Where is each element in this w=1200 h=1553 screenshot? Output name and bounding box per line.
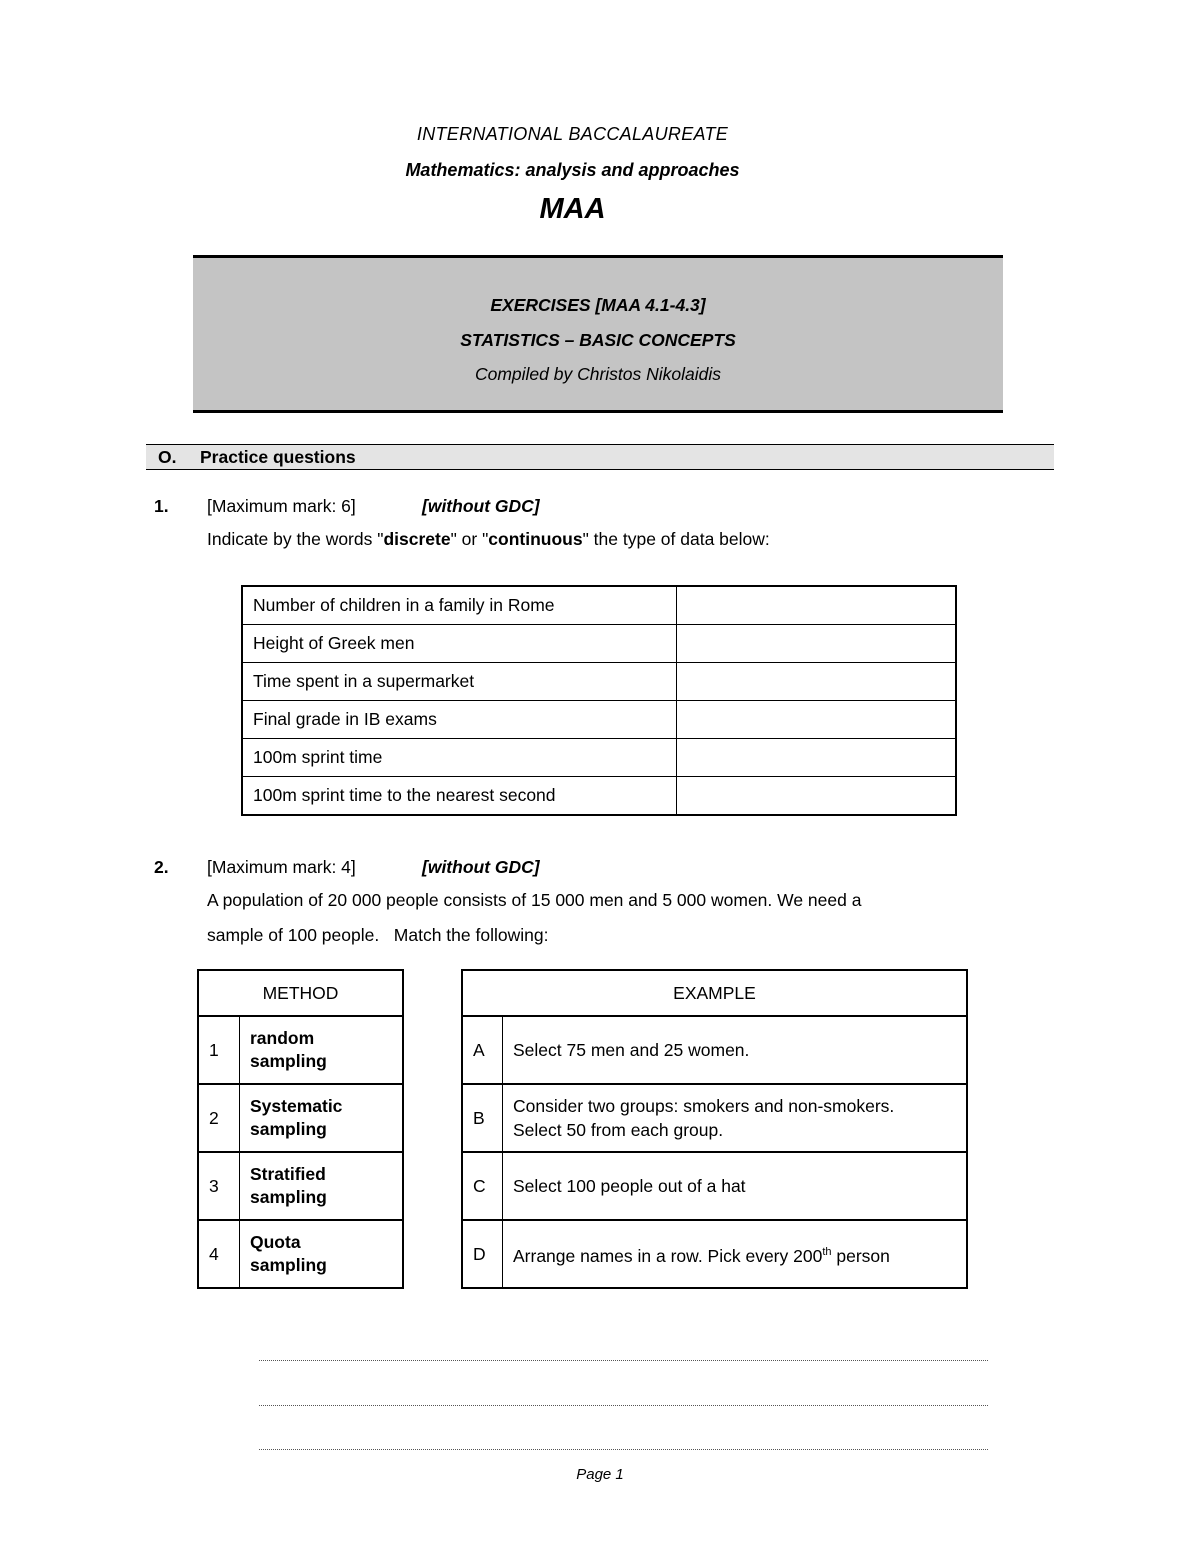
question-1-prompt bbox=[207, 522, 770, 557]
question-2-gdc: [without GDC] bbox=[422, 857, 540, 877]
table-header-row bbox=[462, 970, 967, 1016]
question-1-gdc: [without GDC] bbox=[422, 496, 540, 516]
method-name-line: sampling bbox=[250, 1255, 327, 1275]
keyword-discrete: discrete bbox=[383, 529, 451, 549]
prompt-text: " or " bbox=[450, 529, 489, 549]
question-1-marks: [Maximum mark: 6] bbox=[207, 496, 356, 516]
example-table bbox=[461, 969, 968, 1289]
example-text bbox=[503, 1220, 968, 1288]
answer-line-2[interactable] bbox=[259, 1405, 988, 1406]
answer-cell[interactable] bbox=[677, 663, 957, 701]
section-number: O. bbox=[158, 447, 177, 467]
example-line: Arrange names in a row. Pick every 200 bbox=[513, 1245, 823, 1266]
prompt-text: Indicate by the words " bbox=[207, 529, 384, 549]
method-table bbox=[197, 969, 404, 1289]
course-code: MAA bbox=[539, 193, 606, 225]
example-letter: C bbox=[462, 1152, 503, 1220]
row-label: Height of Greek men bbox=[242, 625, 677, 663]
row-label: Time spent in a supermarket bbox=[242, 663, 677, 701]
table-row bbox=[242, 777, 956, 816]
table-row bbox=[198, 1016, 403, 1084]
example-line: Select 50 from each group. bbox=[513, 1120, 724, 1140]
method-number: 1 bbox=[198, 1016, 240, 1084]
row-label: Final grade in IB exams bbox=[242, 701, 677, 739]
method-name bbox=[240, 1152, 404, 1220]
answer-cell[interactable] bbox=[677, 625, 957, 663]
method-number: 2 bbox=[198, 1084, 240, 1152]
row-label: 100m sprint time bbox=[242, 739, 677, 777]
method-name-line: Systematic bbox=[250, 1096, 343, 1116]
example-letter: B bbox=[462, 1084, 503, 1152]
row-label: 100m sprint time to the nearest second bbox=[242, 777, 677, 816]
topic-title: STATISTICS – BASIC CONCEPTS bbox=[460, 330, 736, 350]
table-row bbox=[198, 1152, 403, 1220]
data-type-table bbox=[241, 585, 957, 816]
example-line: Consider two groups: smokers and non-smokers. bbox=[513, 1096, 895, 1116]
answer-cell[interactable] bbox=[677, 586, 957, 625]
table-row bbox=[462, 1152, 967, 1220]
method-name bbox=[240, 1016, 404, 1084]
example-line: Select 75 men and 25 women. bbox=[513, 1040, 750, 1060]
question-2-prompt-line-2: sample of 100 people. Match the following: bbox=[207, 925, 549, 945]
institution-heading: INTERNATIONAL BACCALAUREATE bbox=[416, 124, 729, 144]
example-line-end: person bbox=[831, 1245, 890, 1266]
example-text bbox=[503, 1152, 968, 1220]
table-row bbox=[462, 1084, 967, 1152]
title-box bbox=[193, 255, 1003, 413]
exercise-title: EXERCISES [MAA 4.1-4.3] bbox=[490, 295, 706, 315]
question-2-marks: [Maximum mark: 4] bbox=[207, 857, 356, 877]
table-row bbox=[242, 586, 956, 625]
method-name-line: Quota bbox=[250, 1232, 301, 1252]
question-2-number: 2. bbox=[154, 857, 169, 877]
table-row bbox=[462, 1016, 967, 1084]
page-number: Page 1 bbox=[576, 1466, 624, 1483]
answer-cell[interactable] bbox=[677, 701, 957, 739]
method-name-line: random bbox=[250, 1028, 315, 1048]
question-2-prompt-line-1: A population of 20 000 people consists of 15 000 men and 5 000 women. We need a bbox=[207, 890, 862, 910]
example-text bbox=[503, 1084, 968, 1152]
method-name-line: sampling bbox=[250, 1119, 327, 1139]
example-letter: D bbox=[462, 1220, 503, 1288]
table-row bbox=[242, 625, 956, 663]
method-number: 4 bbox=[198, 1220, 240, 1288]
ordinal-superscript: th bbox=[822, 1246, 832, 1259]
author-line: Compiled by Christos Nikolaidis bbox=[474, 364, 722, 384]
method-name bbox=[240, 1084, 404, 1152]
method-number: 3 bbox=[198, 1152, 240, 1220]
table-row bbox=[198, 1220, 403, 1288]
course-heading: Mathematics: analysis and approaches bbox=[405, 160, 740, 180]
method-name-line: sampling bbox=[250, 1187, 327, 1207]
keyword-continuous: continuous bbox=[488, 529, 583, 549]
answer-cell[interactable] bbox=[677, 777, 957, 816]
row-label: Number of children in a family in Rome bbox=[242, 586, 677, 625]
example-letter: A bbox=[462, 1016, 503, 1084]
method-header: METHOD bbox=[198, 970, 403, 1016]
table-row bbox=[242, 739, 956, 777]
table-row bbox=[462, 1220, 967, 1288]
section-heading bbox=[146, 444, 1054, 470]
example-text bbox=[503, 1016, 968, 1084]
method-name bbox=[240, 1220, 404, 1288]
example-header: EXAMPLE bbox=[462, 970, 967, 1016]
table-header-row bbox=[198, 970, 403, 1016]
example-line: Select 100 people out of a hat bbox=[513, 1176, 746, 1196]
prompt-text: " the type of data below: bbox=[582, 529, 770, 549]
question-1-number: 1. bbox=[154, 496, 169, 516]
table-row bbox=[242, 663, 956, 701]
method-name-line: sampling bbox=[250, 1051, 327, 1071]
answer-line-3[interactable] bbox=[259, 1449, 988, 1450]
section-title: Practice questions bbox=[200, 447, 356, 467]
table-row bbox=[242, 701, 956, 739]
method-name-line: Stratified bbox=[250, 1164, 326, 1184]
answer-cell[interactable] bbox=[677, 739, 957, 777]
answer-line-1[interactable] bbox=[259, 1360, 988, 1361]
table-row bbox=[198, 1084, 403, 1152]
